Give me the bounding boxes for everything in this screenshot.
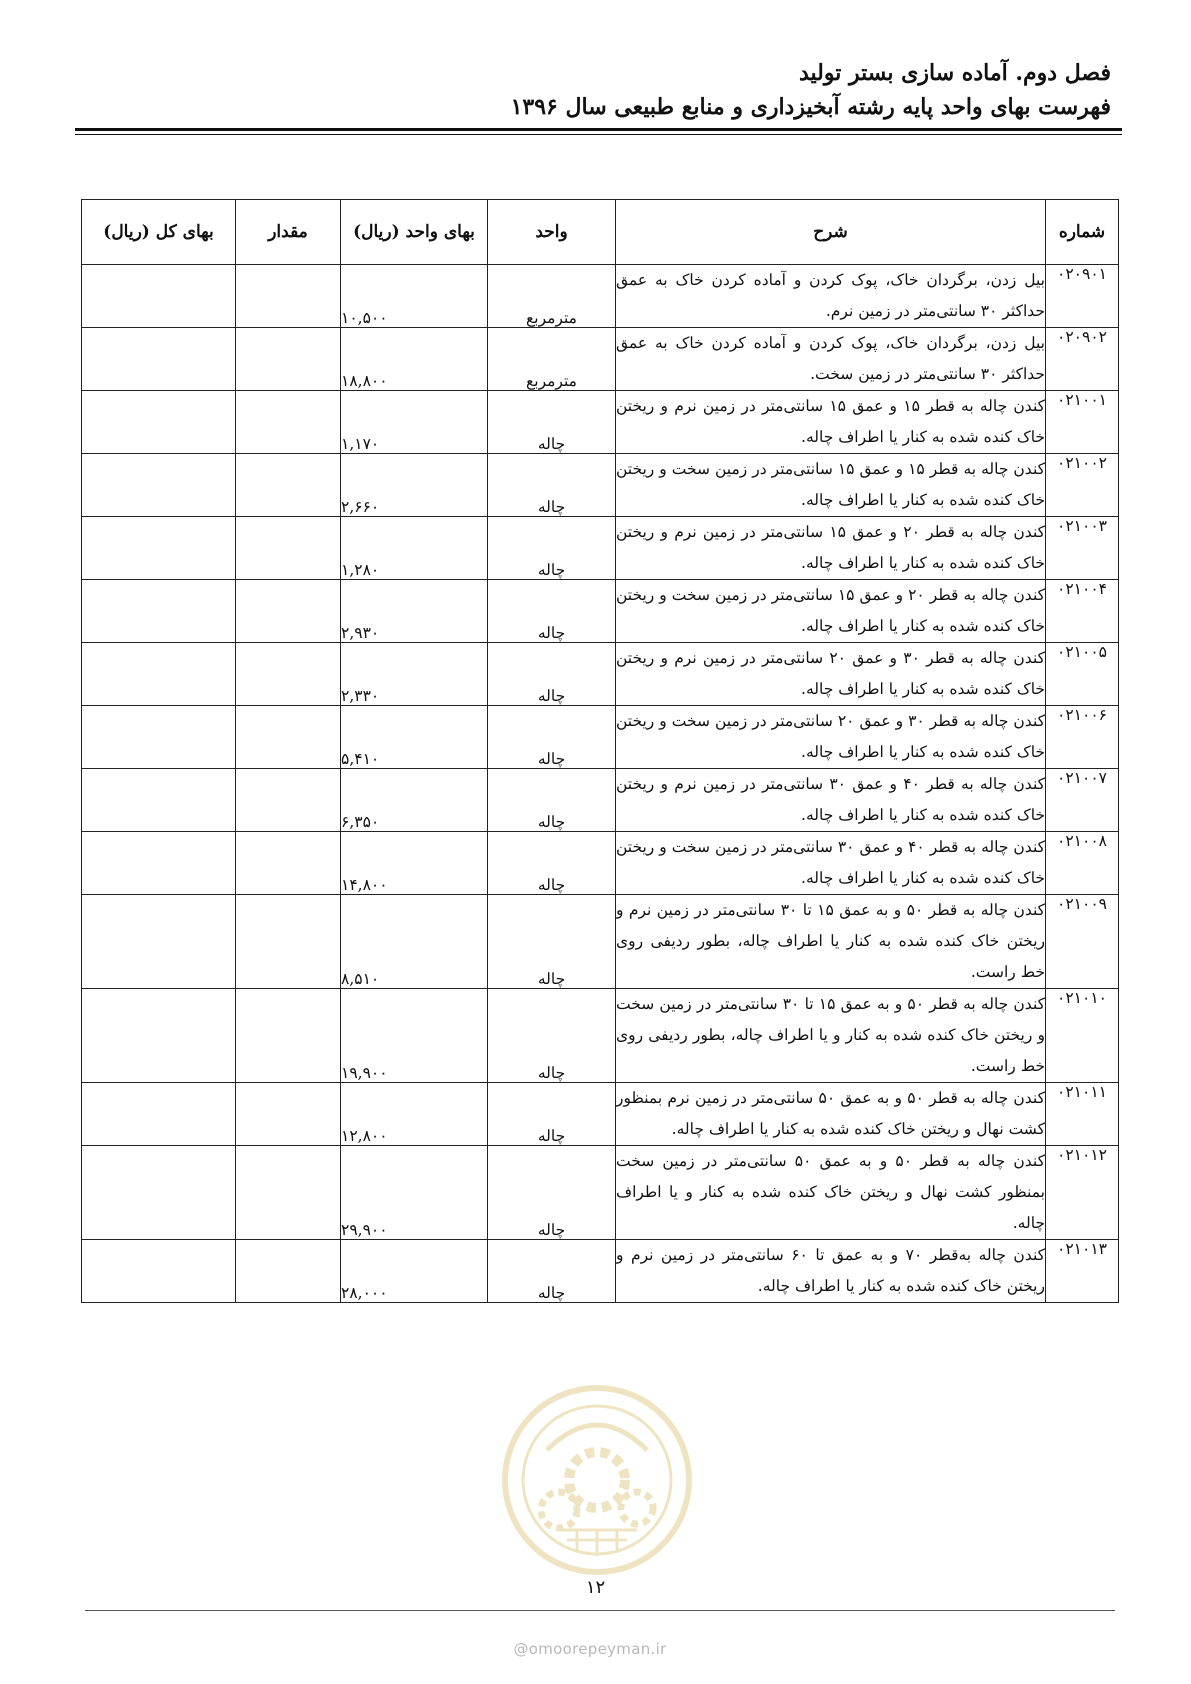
row-code: ۰۲۱۰۰۹ bbox=[1046, 895, 1119, 989]
row-unit: چاله bbox=[488, 1146, 616, 1240]
row-total-price bbox=[82, 832, 236, 895]
col-header-total: بهای کل (ریال) bbox=[82, 200, 236, 265]
col-header-desc: شرح bbox=[616, 200, 1046, 265]
row-unit-price: ۱۹,۹۰۰ bbox=[341, 989, 488, 1083]
row-quantity bbox=[236, 454, 341, 517]
row-total-price bbox=[82, 1240, 236, 1303]
row-code: ۰۲۰۹۰۱ bbox=[1046, 265, 1119, 328]
row-code: ۰۲۱۰۱۱ bbox=[1046, 1083, 1119, 1146]
row-total-price bbox=[82, 989, 236, 1083]
row-unit-price: ۱,۲۸۰ bbox=[341, 517, 488, 580]
row-description: بیل زدن، برگردان خاک، پوک کردن و آماده کردن خاک به عمق حداکثر ۳۰ سانتی‌متر در زمین نرم. bbox=[616, 265, 1046, 328]
row-unit-price: ۱,۱۷۰ bbox=[341, 391, 488, 454]
table-row bbox=[82, 706, 1119, 769]
row-total-price bbox=[82, 265, 236, 328]
row-total-price bbox=[82, 895, 236, 989]
row-code: ۰۲۱۰۰۱ bbox=[1046, 391, 1119, 454]
page-header bbox=[71, 56, 1111, 124]
page-number: ۱۲ bbox=[585, 1577, 606, 1598]
row-code: ۰۲۱۰۰۸ bbox=[1046, 832, 1119, 895]
table-row bbox=[82, 989, 1119, 1083]
table-row bbox=[82, 391, 1119, 454]
price-table bbox=[81, 199, 1119, 1303]
row-quantity bbox=[236, 1083, 341, 1146]
row-quantity bbox=[236, 769, 341, 832]
row-quantity bbox=[236, 706, 341, 769]
row-description: کندن چاله به قطر ۲۰ و عمق ۱۵ سانتی‌متر در زمین نرم و ریختن خاک کنده شده به کنار یا اطراف چاله. bbox=[616, 517, 1046, 580]
row-code: ۰۲۱۰۰۶ bbox=[1046, 706, 1119, 769]
row-total-price bbox=[82, 769, 236, 832]
row-quantity bbox=[236, 265, 341, 328]
row-code: ۰۲۱۰۰۵ bbox=[1046, 643, 1119, 706]
watermark-seal-icon bbox=[497, 1380, 697, 1580]
table-row bbox=[82, 1083, 1119, 1146]
row-unit-price: ۲۸,۰۰۰ bbox=[341, 1240, 488, 1303]
row-code: ۰۲۱۰۰۲ bbox=[1046, 454, 1119, 517]
row-unit: چاله bbox=[488, 643, 616, 706]
row-code: ۰۲۰۹۰۲ bbox=[1046, 328, 1119, 391]
table-row bbox=[82, 328, 1119, 391]
header-rule-thick bbox=[75, 128, 1122, 131]
table-row bbox=[82, 1146, 1119, 1240]
row-quantity bbox=[236, 832, 341, 895]
row-description: کندن چاله به قطر ۵۰ و به عمق ۵۰ سانتی‌متر در زمین سخت بمنظور کشت نهال و ریختن خاک کنده شده به کنار و یا اطراف چاله. bbox=[616, 1146, 1046, 1240]
row-total-price bbox=[82, 454, 236, 517]
row-description: کندن چاله به قطر ۴۰ و عمق ۳۰ سانتی‌متر در زمین سخت و ریختن خاک کنده شده به کنار یا اطراف چاله. bbox=[616, 832, 1046, 895]
row-unit: چاله bbox=[488, 454, 616, 517]
row-description: بیل زدن، برگردان خاک، پوک کردن و آماده کردن خاک به عمق حداکثر ۳۰ سانتی‌متر در زمین سخت. bbox=[616, 328, 1046, 391]
row-description: کندن چاله به قطر ۵۰ و به عمق ۱۵ تا ۳۰ سانتی‌متر در زمین نرم و ریختن خاک کنده شده به کنار یا اطراف چاله، بطور ردیفی روی خط راست. bbox=[616, 895, 1046, 989]
row-code: ۰۲۱۰۱۳ bbox=[1046, 1240, 1119, 1303]
row-unit: چاله bbox=[488, 391, 616, 454]
row-unit-price: ۱۲,۸۰۰ bbox=[341, 1083, 488, 1146]
row-unit: چاله bbox=[488, 517, 616, 580]
col-header-qty: مقدار bbox=[236, 200, 341, 265]
row-unit: مترمربع bbox=[488, 328, 616, 391]
row-quantity bbox=[236, 517, 341, 580]
row-unit: چاله bbox=[488, 580, 616, 643]
row-unit: چاله bbox=[488, 706, 616, 769]
row-unit-price: ۲,۹۳۰ bbox=[341, 580, 488, 643]
row-description: کندن چاله به قطر ۲۰ و عمق ۱۵ سانتی‌متر در زمین سخت و ریختن خاک کنده شده به کنار یا اطراف چاله. bbox=[616, 580, 1046, 643]
row-total-price bbox=[82, 1083, 236, 1146]
table-row bbox=[82, 454, 1119, 517]
row-unit-price: ۶,۳۵۰ bbox=[341, 769, 488, 832]
row-quantity bbox=[236, 1146, 341, 1240]
row-unit: چاله bbox=[488, 832, 616, 895]
row-unit: چاله bbox=[488, 1083, 616, 1146]
document-title: فهرست بهای واحد پایه رشته آبخیزداری و منابع طبیعی سال ۱۳۹۶ bbox=[510, 94, 1111, 120]
row-unit: چاله bbox=[488, 895, 616, 989]
row-quantity bbox=[236, 328, 341, 391]
row-total-price bbox=[82, 1146, 236, 1240]
row-description: کندن چاله به قطر ۳۰ و عمق ۲۰ سانتی‌متر در زمین نرم و ریختن خاک کنده شده به کنار یا اطراف چاله. bbox=[616, 643, 1046, 706]
row-unit-price: ۱۴,۸۰۰ bbox=[341, 832, 488, 895]
row-unit: چاله bbox=[488, 989, 616, 1083]
row-quantity bbox=[236, 1240, 341, 1303]
row-total-price bbox=[82, 391, 236, 454]
row-quantity bbox=[236, 895, 341, 989]
row-quantity bbox=[236, 989, 341, 1083]
table-row bbox=[82, 769, 1119, 832]
row-total-price bbox=[82, 643, 236, 706]
row-description: کندن چاله به قطر ۱۵ و عمق ۱۵ سانتی‌متر در زمین نرم و ریختن خاک کنده شده به کنار یا اطراف چاله. bbox=[616, 391, 1046, 454]
row-description: کندن چاله به‌قطر ۷۰ و به عمق تا ۶۰ سانتی‌متر در زمین نرم و ریختن خاک کنده شده به کنار یا اطراف چاله. bbox=[616, 1240, 1046, 1303]
header-rule-thin bbox=[75, 134, 1122, 135]
table-row bbox=[82, 517, 1119, 580]
row-quantity bbox=[236, 580, 341, 643]
row-code: ۰۲۱۰۰۳ bbox=[1046, 517, 1119, 580]
row-code: ۰۲۱۰۰۴ bbox=[1046, 580, 1119, 643]
row-description: کندن چاله به قطر ۱۵ و عمق ۱۵ سانتی‌متر در زمین سخت و ریختن خاک کنده شده به کنار یا اطراف چاله. bbox=[616, 454, 1046, 517]
row-description: کندن چاله به قطر ۴۰ و عمق ۳۰ سانتی‌متر در زمین نرم و ریختن خاک کنده شده به کنار یا اطراف چاله. bbox=[616, 769, 1046, 832]
row-code: ۰۲۱۰۰۷ bbox=[1046, 769, 1119, 832]
col-header-code: شماره bbox=[1046, 200, 1119, 265]
row-total-price bbox=[82, 706, 236, 769]
row-unit: مترمربع bbox=[488, 265, 616, 328]
row-unit-price: ۲,۶۶۰ bbox=[341, 454, 488, 517]
footer-rule bbox=[85, 1610, 1115, 1611]
row-quantity bbox=[236, 643, 341, 706]
row-total-price bbox=[82, 580, 236, 643]
row-code: ۰۲۱۰۱۲ bbox=[1046, 1146, 1119, 1240]
row-description: کندن چاله به قطر ۳۰ و عمق ۲۰ سانتی‌متر در زمین سخت و ریختن خاک کنده شده به کنار یا اطراف چاله. bbox=[616, 706, 1046, 769]
row-unit-price: ۸,۵۱۰ bbox=[341, 895, 488, 989]
row-unit-price: ۵,۴۱۰ bbox=[341, 706, 488, 769]
row-unit: چاله bbox=[488, 1240, 616, 1303]
row-total-price bbox=[82, 328, 236, 391]
col-header-unit: واحد bbox=[488, 200, 616, 265]
row-unit: چاله bbox=[488, 769, 616, 832]
row-unit-price: ۲,۳۳۰ bbox=[341, 643, 488, 706]
table-row bbox=[82, 580, 1119, 643]
row-quantity bbox=[236, 391, 341, 454]
row-unit-price: ۲۹,۹۰۰ bbox=[341, 1146, 488, 1240]
table-row bbox=[82, 1240, 1119, 1303]
row-description: کندن چاله به قطر ۵۰ و به عمق ۱۵ تا ۳۰ سانتی‌متر در زمین سخت و ریختن خاک کنده شده به کنار و یا اطراف چاله، بطور ردیفی روی خط راست. bbox=[616, 989, 1046, 1083]
row-unit-price: ۱۸,۸۰۰ bbox=[341, 328, 488, 391]
row-total-price bbox=[82, 517, 236, 580]
row-code: ۰۲۱۰۱۰ bbox=[1046, 989, 1119, 1083]
table-row bbox=[82, 265, 1119, 328]
table-header-row bbox=[82, 200, 1119, 265]
table-row bbox=[82, 832, 1119, 895]
row-unit-price: ۱۰,۵۰۰ bbox=[341, 265, 488, 328]
row-description: کندن چاله به قطر ۵۰ و به عمق ۵۰ سانتی‌متر در زمین نرم بمنظور کشت نهال و ریختن خاک کنده شده به کنار یا اطراف چاله. bbox=[616, 1083, 1046, 1146]
chapter-title: فصل دوم. آماده سازی بستر تولید bbox=[798, 60, 1111, 86]
table-row bbox=[82, 643, 1119, 706]
table-row bbox=[82, 895, 1119, 989]
col-header-unit-price: بهای واحد (ریال) bbox=[341, 200, 488, 265]
site-watermark: @omoorepeyman.ir bbox=[513, 1640, 667, 1658]
